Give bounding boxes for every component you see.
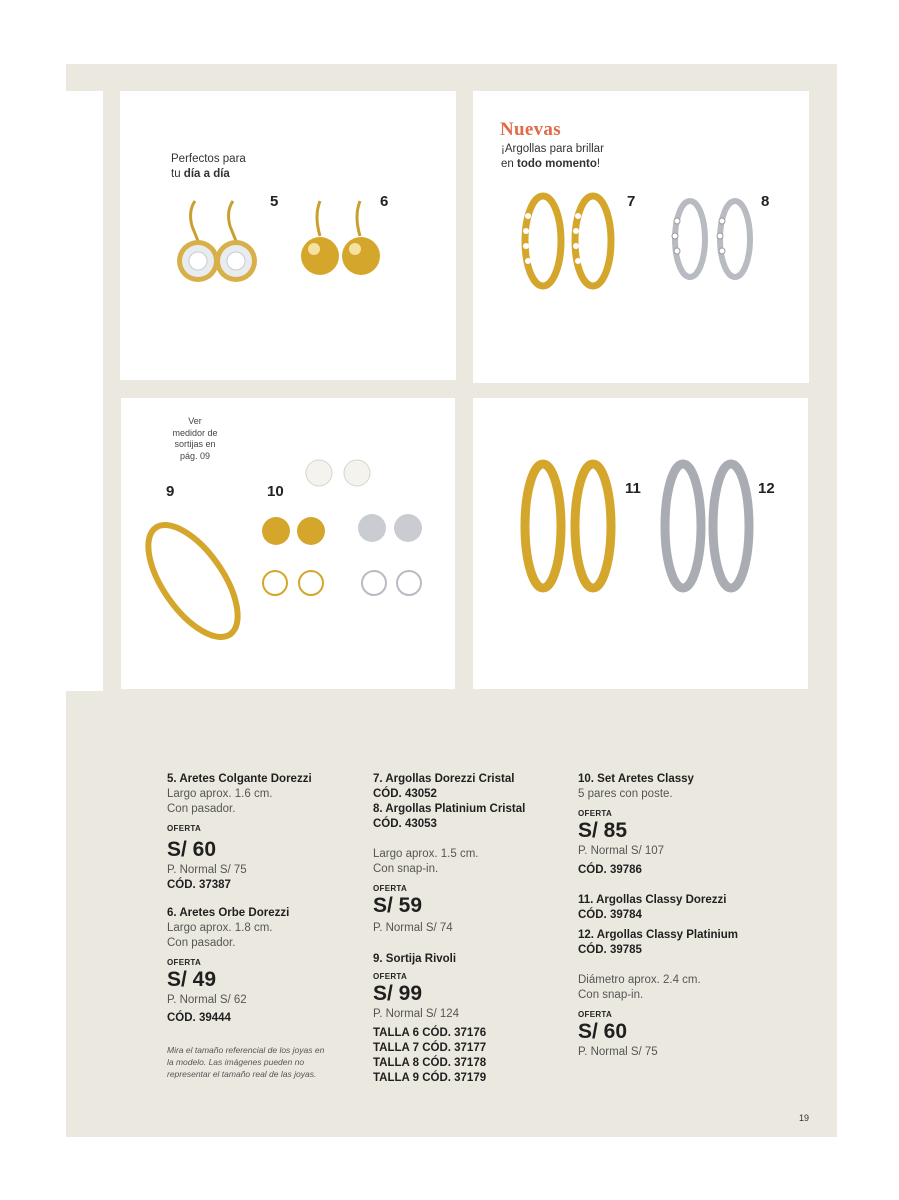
- nuevas-badge: Nuevas: [500, 119, 561, 140]
- product-title-9: 9. Sortija Rivoli: [373, 953, 457, 965]
- product-column-1: 5. Aretes Colgante Dorezzi Largo aprox. 1.6 cm. Con pasador. OFERTA S/ 60 P. Normal S/ 75 CÓD. 37387 6. Aretes Orbe Dorezzi Largo aprox. 1.8 cm. Con pasador. OFERTA S/ 49 P. Normal S/ 62 CÓD. 39444 Mira el tamaño referencial de los joyas en la modelo. Las imágenes pueden no representar el tamaño real de las joyas.: [167, 772, 357, 1080]
- product-number-10: 10: [267, 483, 284, 500]
- gold-crystal-hoops-image: [523, 196, 611, 286]
- size-disclaimer: Mira el tamaño referencial de los joyas en la modelo. Las imágenes pueden no representar el tamaño real de las joyas.: [167, 1045, 325, 1079]
- price-9: S/ 99: [373, 982, 423, 1005]
- product-number-9: 9: [166, 483, 175, 500]
- intro-text: Perfectos para tu día a día: [171, 153, 246, 180]
- ring-size-codes: [373, 1026, 563, 1086]
- code-7: CÓD. 43052: [373, 788, 437, 800]
- size-code-9: TALLA 9 CÓD. 37179: [373, 1072, 487, 1084]
- size-code-7: TALLA 7 CÓD. 37177: [373, 1042, 487, 1054]
- earrings-5-6-illustration: [120, 91, 456, 380]
- dangle-crystal-earrings-image: [177, 201, 257, 282]
- product-title-11: 11. Argollas Classy Dorezzi: [578, 894, 727, 906]
- silver-crystal-hoops-image: [672, 201, 750, 277]
- panel-ring-studs-9-10: [121, 398, 455, 689]
- panel-earrings-5-6: [120, 91, 456, 380]
- panel-hoops-11-12: [473, 398, 808, 689]
- oferta-label: OFERTA: [167, 958, 202, 967]
- page-number: 19: [799, 1113, 810, 1123]
- product-title-12: 12. Argollas Classy Platinium: [578, 929, 738, 941]
- price-11-12: S/ 60: [578, 1020, 628, 1043]
- price-10: S/ 85: [578, 819, 628, 842]
- product-title-8: 8. Argollas Platinium Cristal: [373, 803, 526, 815]
- product-title-6: 6. Aretes Orbe Dorezzi: [167, 907, 290, 919]
- oferta-label: OFERTA: [578, 1010, 613, 1019]
- orb-earrings-image: [301, 201, 380, 275]
- classy-stud-set-image: [262, 460, 422, 595]
- price-7-8: S/ 59: [373, 894, 423, 917]
- product-column-2: 7. Argollas Dorezzi Cristal CÓD. 43052 8. Argollas Platinium Cristal CÓD. 43053 Largo aprox. 1.5 cm. Con snap-in. OFERTA S/ 59 P. Normal S/ 74 9. Sortija Rivoli OFERTA S/ 99 P. Normal S/ 124 TALLA 6 CÓD. 37176 TALLA 7 CÓD. 37177 TALLA 8 CÓD. 37178 TALLA 9 CÓD. 37179: [373, 772, 563, 1086]
- product-column-3: 10. Set Aretes Classy 5 pares con poste. OFERTA S/ 85 P. Normal S/ 107 CÓD. 39786 11. Argollas Classy Dorezzi CÓD. 39784 12. Argollas Classy Platinium CÓD. 39785 Diámetro aprox. 2.4 cm. Con snap-in. OFERTA S/ 60 P. Normal S/ 75: [578, 772, 768, 1060]
- product-number-11: 11: [625, 480, 641, 497]
- oferta-label: OFERTA: [167, 824, 202, 833]
- product-number-6: 6: [380, 193, 389, 210]
- product-number-7: 7: [627, 193, 636, 210]
- product-number-8: 8: [761, 193, 770, 210]
- code-11: CÓD. 39784: [578, 909, 642, 921]
- product-title-5: 5. Aretes Colgante Dorezzi: [167, 773, 312, 785]
- price-5: S/ 60: [167, 838, 217, 861]
- product-title-7: 7. Argollas Dorezzi Cristal: [373, 773, 515, 785]
- oferta-label: OFERTA: [373, 972, 408, 981]
- panel-hoops-7-8: [473, 91, 809, 383]
- code-6: CÓD. 39444: [167, 1012, 231, 1024]
- ring-size-note: Ver medidor de sortijas en pág. 09: [172, 416, 218, 461]
- oferta-label: OFERTA: [373, 884, 408, 893]
- size-code-8: TALLA 8 CÓD. 37178: [373, 1057, 487, 1069]
- classy-hoops-illustration: [473, 398, 808, 689]
- silver-classy-hoops-image: [665, 464, 749, 588]
- rivoli-ring-image: [131, 511, 255, 652]
- code-12: CÓD. 39785: [578, 944, 642, 956]
- intro-text: ¡Argollas para brillar en todo momento!: [501, 143, 604, 170]
- size-code-6: TALLA 6 CÓD. 37176: [373, 1027, 487, 1039]
- product-number-5: 5: [270, 193, 279, 210]
- code-10: CÓD. 39786: [578, 864, 642, 876]
- left-strip: [66, 91, 103, 691]
- gold-classy-hoops-image: [525, 464, 611, 588]
- product-number-12: 12: [758, 480, 775, 497]
- hoops-7-8-illustration: [473, 91, 809, 383]
- product-title-10: 10. Set Aretes Classy: [578, 773, 694, 785]
- code-5: CÓD. 37387: [167, 879, 231, 891]
- price-6: S/ 49: [167, 968, 217, 991]
- ring-studs-illustration: [121, 398, 455, 689]
- code-8: CÓD. 43053: [373, 818, 437, 830]
- oferta-label: OFERTA: [578, 809, 613, 818]
